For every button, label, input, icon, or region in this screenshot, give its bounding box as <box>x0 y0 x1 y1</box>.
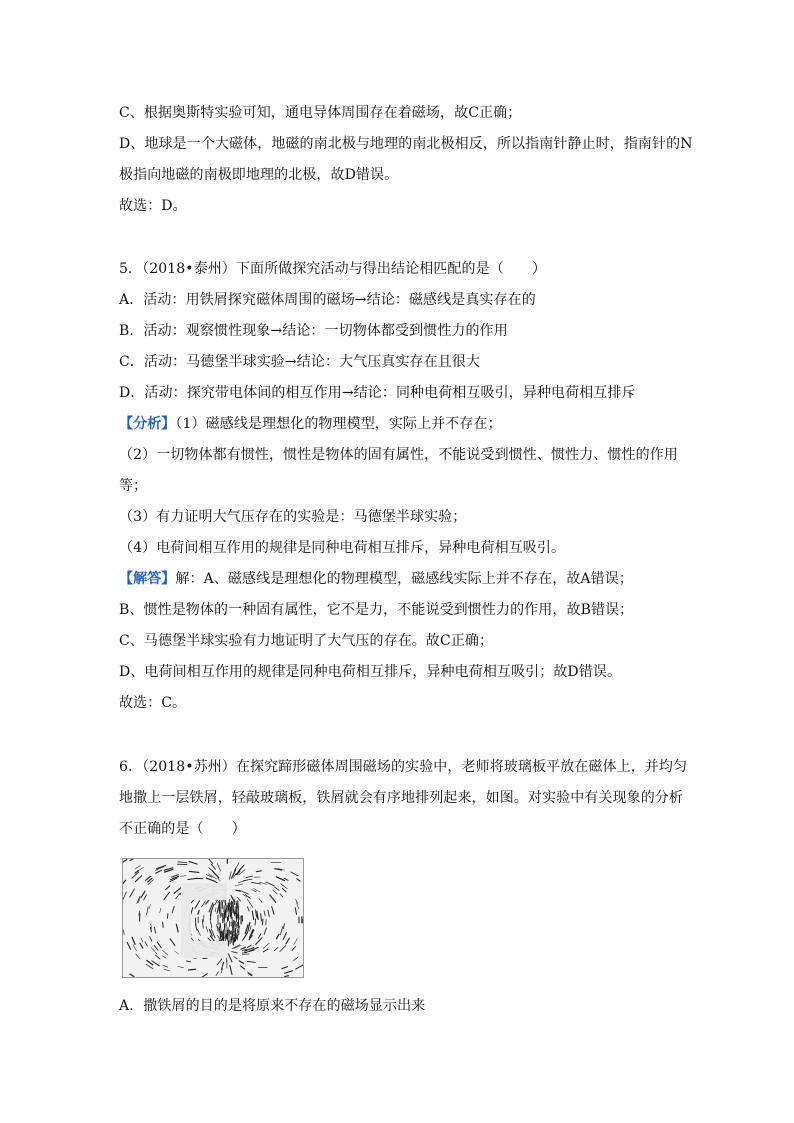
q5-stem: 5．（2018•泰州）下面所做探究活动与得出结论相匹配的是（ ） <box>119 261 547 277</box>
solution-tag: 【解答】 <box>119 571 176 587</box>
q5-solution-line3: C、马德堡半球实验有力地证明了大气压的存在。故C正确； <box>119 633 494 649</box>
q4-answer: 故选：D。 <box>119 198 187 214</box>
q5-solution-line1 <box>119 569 679 589</box>
q5-analysis-line1 <box>119 414 679 434</box>
q5-analysis-line5: （4）电荷间相互作用的规律是同种电荷相互排斥，异种电荷相互吸引。 <box>119 540 566 556</box>
q6-stem-line1: 6．（2018•苏州）在探究蹄形磁体周围磁场的实验中，老师将玻璃板平放在磁体上，并均匀 <box>119 759 688 775</box>
q4-option-c-explanation: C、根据奥斯特实验可知，通电导体周围存在着磁场，故C正确； <box>119 105 522 121</box>
q5-option-c: C．活动：马德堡半球实验→结论：大气压真实存在且很大 <box>119 354 481 370</box>
iron-filings-magnet-figure <box>122 858 304 978</box>
solution-point-a: 解：A、磁感线是理想化的物理模型，磁感线实际上并不存在，故A错误； <box>175 571 633 587</box>
q4-option-d-explanation-line1: D、地球是一个大磁体，地磁的南北极与地理的南北极相反，所以指南针静止时，指南针的N <box>119 136 693 152</box>
q5-answer: 故选：C。 <box>119 695 187 711</box>
q5-solution-line2: B、惯性是物体的一种固有属性，它不是力，不能说受到惯性力的作用，故B错误； <box>119 602 634 618</box>
analysis-point-1: （1）磁感线是理想化的物理模型，实际上并不存在； <box>175 416 502 432</box>
iron-filings-horseshoe-magnet-image <box>123 859 303 977</box>
q6-stem-line3: 不正确的是（ ） <box>119 821 246 837</box>
analysis-tag: 【分析】 <box>119 416 176 432</box>
q5-analysis-line3: 等； <box>119 478 148 494</box>
q4-option-d-explanation-line2: 极指向地磁的南极即地理的北极，故D错误。 <box>119 167 399 183</box>
q6-option-a: A．撒铁屑的目的是将原来不存在的磁场显示出来 <box>119 998 426 1014</box>
q5-option-b: B．活动：观察惯性现象→结论：一切物体都受到惯性力的作用 <box>119 323 508 339</box>
q5-option-d: D．活动：探究带电体间的相互作用→结论：同种电荷相互吸引，异种电荷相互排斥 <box>119 385 636 401</box>
q5-solution-line4: D、电荷间相互作用的规律是同种电荷相互排斥，异种电荷相互吸引；故D错误。 <box>119 664 622 680</box>
q5-analysis-line2: （2）一切物体都有惯性，惯性是物体的固有属性，不能说受到惯性、惯性力、惯性的作用 <box>119 447 678 463</box>
q5-option-a: A．活动：用铁屑探究磁体周围的磁场→结论：磁感线是真实存在的 <box>119 292 536 308</box>
q5-analysis-line4: （3）有力证明大气压存在的实验是：马德堡半球实验； <box>119 509 467 525</box>
q6-stem-line2: 地撒上一层铁屑，轻敲玻璃板，铁屑就会有序地排列起来，如图。对实验中有关现象的分析 <box>119 790 683 806</box>
